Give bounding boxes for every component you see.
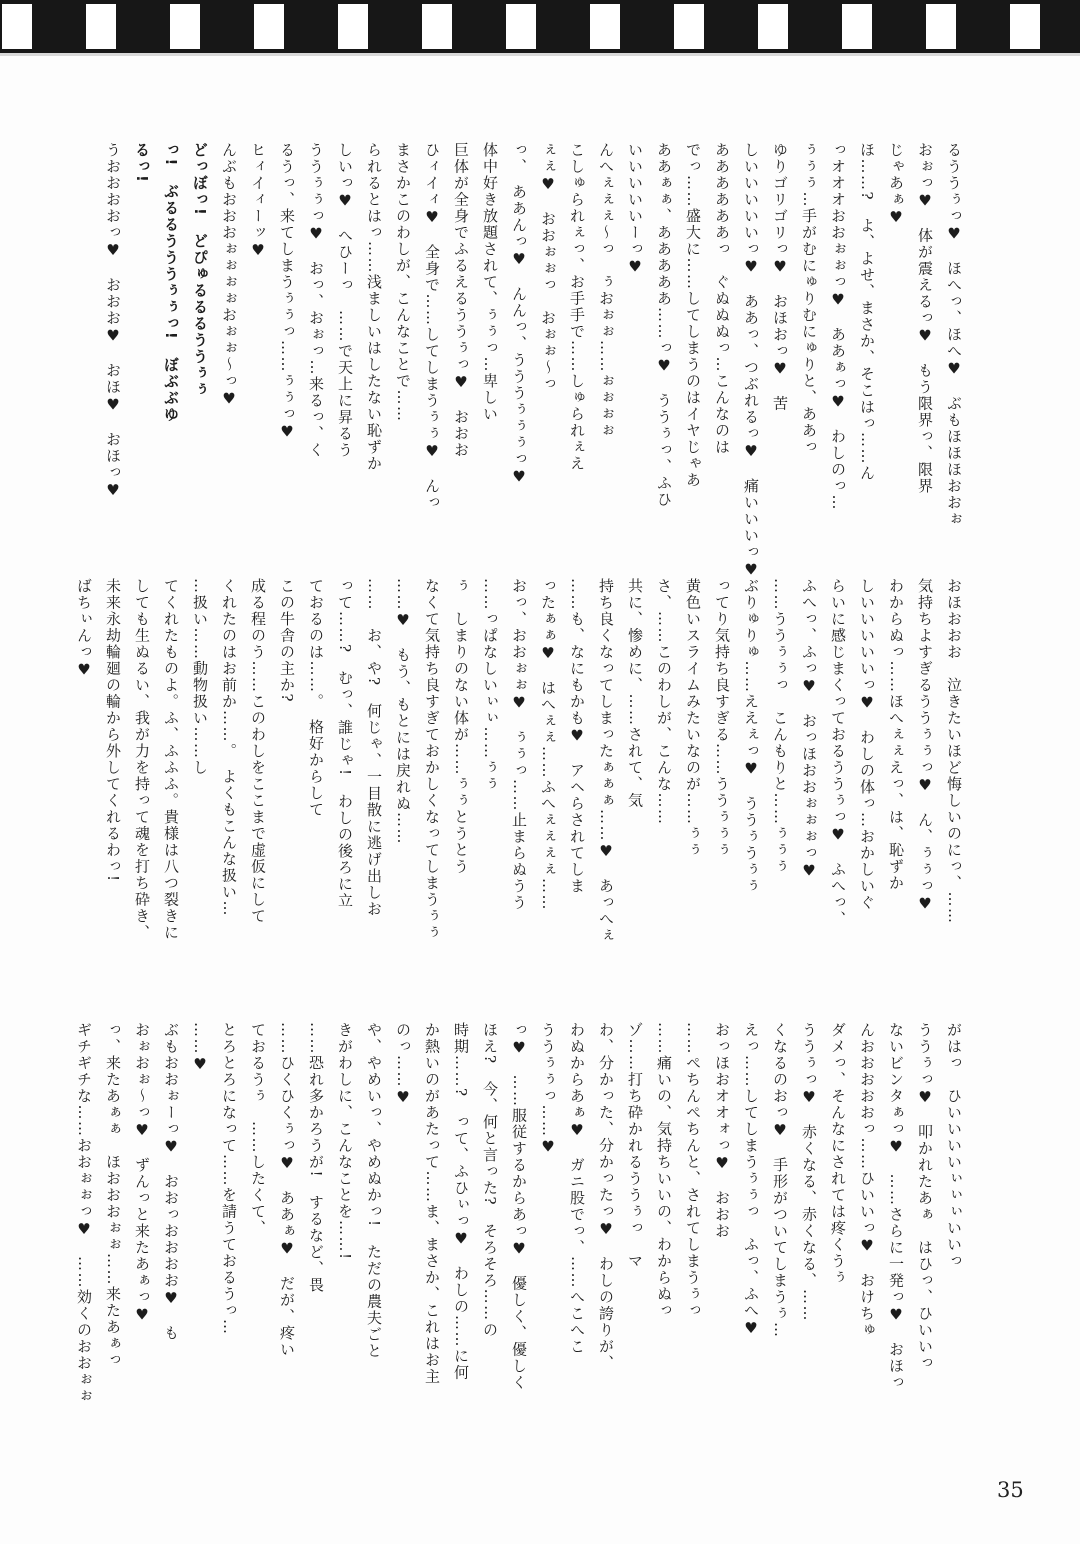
text-column: 持ち良くなってしまったぁぁぁ……♥ あっへぇ	[597, 578, 615, 944]
text-column: っオオオおおぉぉっ♥ ああぁっ♥ わしのっ…	[829, 142, 847, 511]
text-column: しいいいいいっ♥ わしの体っ…おかしいぐ	[858, 578, 876, 911]
text-column: ううぅぅっ……♥	[539, 1022, 557, 1157]
text-column: ……♥	[191, 1022, 209, 1075]
text-column: ぇぇ♥ おおぉぉっ おぉぉ〜っ	[539, 142, 557, 393]
text-band-middle	[69, 578, 968, 1014]
text-column: 巨体が全身でふるえるううぅっ♥ おおお	[452, 142, 470, 459]
film-hole	[170, 4, 200, 49]
text-column: ふへっ、ふっ♥ おっほおおぉぉぉっ♥	[800, 578, 818, 881]
text-column: ……ううぅぅっ こんもりと……ぅぅぅ	[771, 578, 789, 875]
film-hole	[674, 4, 704, 49]
text-band-bottom	[69, 1022, 968, 1468]
text-column: ゾ……打ち砕かれるううぅっ マ	[626, 1022, 644, 1270]
page-number: 35	[997, 1478, 1024, 1502]
text-column: んぶもおおおぉぉぉぉおぉぉ〜っ♥	[220, 142, 238, 409]
text-column: ……痛いの、気持ちいいの、わからぬっ	[655, 1022, 673, 1319]
text-column: 共に、惨めに、……されて、気	[626, 578, 644, 809]
text-column: のっ……♥	[394, 1022, 412, 1108]
text-column: じゃあぁ♥	[887, 142, 905, 228]
text-column: っ! ぶるるうううぅぅっ! ぼぶぶゆ	[162, 142, 180, 423]
text-column: えっ……してしまうぅぅっ ふっ、ふへ♥	[742, 1022, 760, 1339]
text-column: おほおおお 泣きたいほど悔しいのにっ、……	[945, 578, 963, 925]
text-column: ……♥ もう、もとには戻れぬ……	[394, 578, 412, 845]
text-column: おぉっ♥ 体が震えるっ♥ もう限界っ、限界	[916, 142, 934, 495]
text-column: ……恐れ多かろうが! するなど、畏	[307, 1022, 325, 1294]
text-column: ないビンタぁっ♥ ……さらに一発っ♥ おほっ	[887, 1022, 905, 1391]
text-column: られるとはっ……浅ましいはしたない恥ずか	[365, 142, 383, 472]
text-column: ギチギチな……おおぉぉっ♥ ……効くのおおぉぉ	[75, 1022, 93, 1405]
text-column: おっ、おおぉぉ♥ ぅぅっ……止まらぬうう	[510, 578, 528, 911]
text-column: 成る程のう……このわしをここまで虚仮にして	[249, 578, 267, 925]
film-hole	[926, 4, 956, 49]
text-column: ひィイィ♥ 全身で……してしまうぅぅ♥ んっ	[423, 142, 441, 511]
text-column: 体中好き放題されて、ぅぅっ…卑しい	[481, 142, 499, 423]
text-column: …扱い……動物扱い……し	[191, 578, 209, 776]
text-column: わからぬっ……ほへぇぇえっ、は、恥ずか	[887, 578, 905, 892]
text-column: ああぁぁ、あああああ……っ♥ ううぅっ、ふひ	[655, 142, 673, 508]
text-column: まさかこのわしが、こんなことで……	[394, 142, 412, 423]
text-column: ううぅぅっ♥ おっ、おぉっ…来るっ、く	[307, 142, 325, 459]
text-column: ああああああっ ぐぬぬぬっ…こんなのは	[713, 142, 731, 456]
text-column: っ♥ ……服従するからあっ♥ 優しく、優しく	[510, 1022, 528, 1391]
text-column: 黄色いスライムみたいなのが……ぅぅ	[684, 578, 702, 859]
text-column: っ、来たあぁぁ ほおおおぉぉ……来たあぁっ	[104, 1022, 122, 1369]
text-column: るううぅっ♥ ほへっ、ほへ♥ ぶもほほほおおぉ	[945, 142, 963, 528]
text-column: …… お、や? 何じゃ、一目散に逃げ出しお	[365, 578, 383, 918]
text-column: さ、……このわしが、こんな……	[655, 578, 673, 826]
film-hole	[86, 4, 116, 49]
text-column: おぉおぉ〜っ♥ ずんっと来たあぁっ♥	[133, 1022, 151, 1325]
film-hole	[758, 4, 788, 49]
text-column: や、やめいっ、やめぬかっ! ただの農夫ごと	[365, 1022, 383, 1360]
filmstrip-border	[0, 0, 1080, 56]
text-column: とろとろになって……を請うておるうっ…	[220, 1022, 238, 1336]
text-column: おっほおオオォっ♥ おおお	[713, 1022, 731, 1240]
text-column: んおおおおおっ……ひいいっ♥ おけちゅ	[858, 1022, 876, 1339]
text-column: しいっ♥ へひーっ ……で天上に昇るう	[336, 142, 354, 459]
text-column: うおおおおっ♥ おおお♥ おほ♥ おほっ♥	[104, 142, 122, 501]
text-column: 気持ちよすぎるううぅぅっ♥ ん、ぅぅっ♥	[916, 578, 934, 914]
text-column: ぶりゅりゅ……ええぇっ♥ ううぅうぅぅ	[742, 578, 760, 895]
text-column: 未来永劫輪廻の輪から外してくれるわっ!	[104, 578, 122, 883]
film-hole	[338, 4, 368, 49]
film-hole	[2, 4, 32, 49]
text-band-top	[98, 142, 968, 580]
text-column: ダメっ、そんなにされては疼くうぅ	[829, 1022, 847, 1286]
film-hole	[422, 4, 452, 49]
film-hole	[506, 4, 536, 49]
text-column: っ、 ああんっ♥ んんっ、うううぅぅぅっ♥	[510, 142, 528, 487]
text-column: いいいいいーっ♥	[626, 142, 644, 277]
text-column: ううぅっ♥ 赤くなる、赤くなる、……	[800, 1022, 818, 1322]
text-column: くなるのおっ♥ 手形がついてしまうぅ…	[771, 1022, 789, 1339]
text-column: くれたのはお前か……。 よくもこんな扱い…	[220, 578, 238, 917]
text-column: らいに感じまくっておるううぅっ♥ ふへっ、	[829, 578, 847, 928]
film-hole	[254, 4, 284, 49]
text-column: ってり気持ち良すぎる……ううぅぅぅ	[713, 578, 731, 859]
text-column: ほえ? 今、何と言った? そろそろ……の	[481, 1022, 499, 1339]
text-column: 時期……? って、ふひぃっ♥ わしの……に何	[452, 1022, 470, 1382]
text-column: この牛舎の主か?	[278, 578, 296, 704]
text-column: どっぼっ! どぴゅるるるううぅぅ	[191, 142, 209, 398]
text-column: ……も、なにもかも♥ アヘらされてしま	[568, 578, 586, 895]
text-column: なくて気持ち良すぎておかしくなってしまうぅぅ	[423, 578, 441, 941]
text-column: ほ……? よ、よせ、まさか、そこはっ……ん	[858, 142, 876, 482]
text-column: わぬからあぁ♥ ガニ股でっ、……へこへこ	[568, 1022, 586, 1355]
text-column: ておるのは……。 格好からして	[307, 578, 325, 818]
text-column: ……ぺちんぺちんと、されてしまうぅっ	[684, 1022, 702, 1319]
text-column: こしゅられぇっ、お手手で……しゅられぇえ	[568, 142, 586, 472]
text-column: ぶもおおぉーっ♥ おおっおおおお♥ も	[162, 1022, 180, 1342]
text-column: って……? むっ、誰じゃ! わしの後ろに立	[336, 578, 354, 909]
text-column: ったぁぁ♥ はへぇぇ……ふへぇぇぇぇ……	[539, 578, 557, 911]
text-column: きがわしに、こんなことを……!	[336, 1022, 354, 1261]
text-column: しいいいいいっ♥ ああっ、つぶれるっ♥ 痛いいいっ♥	[742, 142, 760, 580]
text-column: るうっ、来てしまうぅぅっ……ぅぅっ♥	[278, 142, 296, 442]
text-column: ……っぱなしいぃぃ……ぅぅ	[481, 578, 499, 793]
text-column: でっ……盛大に……してしまうのはイヤじゃあ	[684, 142, 702, 489]
film-hole	[590, 4, 620, 49]
text-column: るっ!	[133, 142, 151, 184]
text-column: ておるうぅ ……したくて、	[249, 1022, 267, 1237]
film-hole	[842, 4, 872, 49]
text-column: ゆりゴリゴリっ♥ おほおっ♥ 苦	[771, 142, 789, 412]
text-column: てくれたものよ。ふ、ふふふ。貴様は八つ裂きに	[162, 578, 180, 941]
text-column: ばちぃんっ♥	[75, 578, 93, 680]
text-column: わ、分かった、分かったっ♥ わしの誇りが、	[597, 1022, 615, 1372]
text-column: ……ひくひくぅっ♥ ああぁ♥ だが、疼い	[278, 1022, 296, 1358]
text-column: しても生ぬるい、我が力を持って魂を打ち砕き、	[133, 578, 151, 941]
text-column: ううぅっ♥ 叩かれたあぁ はひっ、ひいいっ	[916, 1022, 934, 1372]
text-column: んへぇぇぇ〜っ ぅおぉぉ……ぉぉぉぉ	[597, 142, 615, 439]
text-column: か熱いのがあたって……ま、まさか、これはお主	[423, 1022, 441, 1385]
text-column: ヒィイィーッ♥	[249, 142, 267, 261]
text-column: ぅ しまりのない体が……ぅぅとうとう	[452, 578, 470, 875]
text-column: がはっ ひいいいいぃぃぃいいっ	[945, 1022, 963, 1270]
text-column: ぅぅぅ…手がむにゅりむにゅりと、ああっ	[800, 142, 818, 456]
film-hole	[1010, 4, 1040, 49]
